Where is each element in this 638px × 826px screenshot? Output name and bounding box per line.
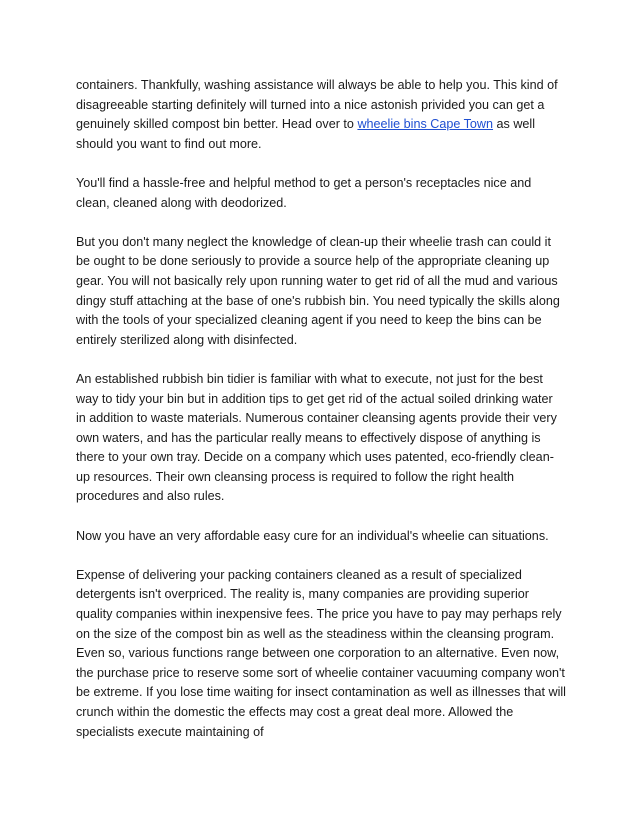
paragraph-3: But you don't many neglect the knowledge of clean-up their wheelie trash can could it be ought to be done seriously to provide a source help of the appropriate cleaning up gear. You will not basically rely upon running water to get rid of all the mud and various dingy stuff attaching at the base of one's rubbish bin. You need typically the skills along with the tools of your specialized cleaning agent if you need to keep the bins can be entirely sterilized along with disinfected.	[76, 234, 560, 347]
paragraph-1-text-end: as well should you want to find out more.	[76, 117, 536, 151]
paragraph-1-text: containers. Thankfully, washing assistance will always be able to help you. This kind of disagreeable starting definitely will turned into a nice astonish privided you can get a genuinely skilled compost bin better. Head over to	[76, 78, 558, 132]
paragraph-5: Now you have an very affordable easy cure for an individual's wheelie can situations.	[76, 528, 549, 543]
document-page	[76, 76, 566, 762]
paragraph-4: An established rubbish bin tidier is familiar with what to execute, not just for the best way to tidy your bin but in addition tips to get get rid of the actual soiled drinking water in addition to waste materials. Numerous container cleansing agents provide their very own waters, and has the particular really means to effectively dispose of anything is there to your own tray. Decide on a company which uses patented, eco-friendly clean-up resources. Their own cleansing process is required to follow the right health procedures and also rules.	[76, 371, 557, 504]
paragraph-1	[76, 76, 566, 154]
paragraph-2: You'll find a hassle-free and helpful method to get a person's receptacles nice and clean, cleaned along with deodorized.	[76, 175, 532, 210]
wheelie-bins-link[interactable]: wheelie bins Cape Town	[357, 117, 494, 132]
paragraph-6: Expense of delivering your packing containers cleaned as a result of specialized detergents isn't overpriced. The reality is, many companies are providing superior quality companies within inexpensive fees. The price you have to pay may perhaps rely on the size of the compost bin as well as the steadiness within the cleansing program. Even so, various functions range between one corporation to an alternative. Even now, the purchase price to reserve some sort of wheelie container vacuuming company won't be extreme. If you lose time waiting for insect contamination as well as illnesses that will crunch within the domestic the effects may cost a great deal more. Allowed the specialists execute maintaining of	[76, 567, 566, 739]
